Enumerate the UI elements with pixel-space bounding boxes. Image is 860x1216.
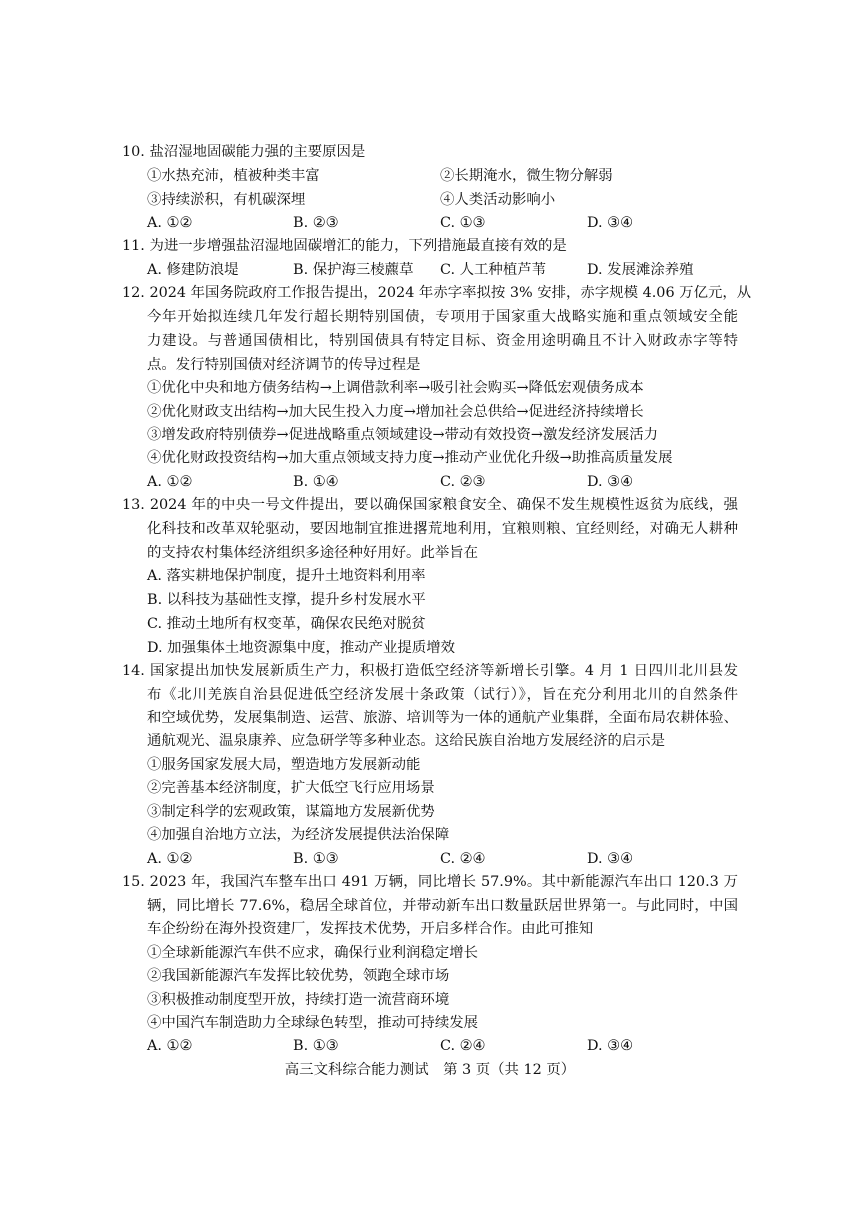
q10-statements-row-1 <box>147 166 747 188</box>
q10-statements-row-2 <box>147 190 747 212</box>
q14-option-b: B. ①③ <box>293 851 339 867</box>
q10-option-b: B. ②③ <box>293 215 339 231</box>
q10-statement-2: ②长期淹水，微生物分解弱 <box>440 168 613 184</box>
q15-stem-line-2: 辆，同比增长 77.6%，稳居全球首位，并带动新车出口数量跃居世界第一。与此同时，中国 <box>147 898 738 914</box>
q12-stem-line-4: 点。发行特别国债对经济调节的传导过程是 <box>147 357 421 373</box>
q13-stem-line-1: 13. 2024 年的中央一号文件提出，要以确保国家粮食安全、确保不发生规模性返贫为底线，强 <box>122 497 738 513</box>
q13-option-c: C. 推动土地所有权变革，确保农民绝对脱贫 <box>147 616 426 632</box>
q15-stem-line-1: 15. 2023 年，我国汽车整车出口 491 万辆，同比增长 57.9%。其中新能源汽车出口 120.3 万 <box>122 874 738 890</box>
q15-statement-1: ①全球新能源汽车供不应求，确保行业利润稳定增长 <box>147 945 478 961</box>
q15-statement-3: ③积极推动制度型开放，持续打造一流营商环境 <box>147 992 450 1008</box>
page-footer: 高三文科综合能力测试 第 3 页（共 12 页） <box>284 1062 576 1078</box>
q14-option-d: D. ③④ <box>587 851 633 867</box>
q12-stem-line-1: 12. 2024 年国务院政府工作报告提出，2024 年赤字率拟按 3% 安排，赤字规模 4.06 万亿元，从 <box>122 285 752 301</box>
q10-option-a: A. ①② <box>147 215 193 231</box>
q12-statement-3: ③增发政府特别债券→促进战略重点领域建设→带动有效投资→激发经济发展活力 <box>147 427 659 443</box>
q14-options <box>147 849 747 871</box>
q12-statement-1: ①优化中央和地方债务结构→上调借款利率→吸引社会购买→降低宏观债务成本 <box>147 380 644 396</box>
q14-option-c: C. ②④ <box>440 851 486 867</box>
q10-options <box>147 213 747 235</box>
q11-option-d: D. 发展滩涂养殖 <box>587 262 694 278</box>
q13-stem-line-3: 的支持农村集体经济组织多途径种好用好。此举旨在 <box>147 545 478 561</box>
q12-option-b: B. ①④ <box>293 474 339 490</box>
q13-option-d: D. 加强集体土地资源集中度，推动产业提质增效 <box>147 640 455 656</box>
q12-stem-line-3: 力建设。与普通国债相比，特别国债具有特定目标、资金用途明确且不计入财政赤字等特 <box>147 333 738 349</box>
q10-stem: 10. 盐沼湿地固碳能力强的主要原因是 <box>122 144 366 160</box>
q13-option-a: A. 落实耕地保护制度，提升土地资料利用率 <box>147 568 426 584</box>
q10-statement-3: ③持续淤积，有机碳深埋 <box>147 192 306 208</box>
q10-statement-1: ①水热充沛，植被种类丰富 <box>147 168 320 184</box>
q12-statement-4: ④优化财政投资结构→加大重点领域支持力度→推动产业优化升级→助推高质量发展 <box>147 450 673 466</box>
q13-stem-line-2: 化科技和改革双轮驱动，要因地制宜推进撂荒地利用，宜粮则粮、宜经则经，对确无人耕种 <box>147 521 738 537</box>
q15-option-d: D. ③④ <box>587 1038 633 1054</box>
q11-options <box>147 260 747 282</box>
q14-stem-line-1: 14. 国家提出加快发展新质生产力，积极打造低空经济等新增长引擎。4 月 1 日四川北川县发 <box>122 663 738 679</box>
q10-option-c: C. ①③ <box>440 215 486 231</box>
q11-option-b: B. 保护海三棱藨草 <box>293 262 414 278</box>
q15-option-c: C. ②④ <box>440 1038 486 1054</box>
q15-statement-4: ④中国汽车制造助力全球绿色转型，推动可持续发展 <box>147 1015 478 1031</box>
q13-option-b: B. 以科技为基础性支撑，提升乡村发展水平 <box>147 592 426 608</box>
q15-stem-line-3: 车企纷纷在海外投资建厂，发挥技术优势，开启多样合作。由此可推知 <box>147 921 594 937</box>
q15-option-a: A. ①② <box>147 1038 193 1054</box>
q14-stem-line-4: 通航观光、温泉康养、应急研学等多种业态。这给民族自治地方发展经济的启示是 <box>147 733 666 749</box>
q14-statement-1: ①服务国家发展大局，塑造地方发展新动能 <box>147 757 421 773</box>
q14-statement-4: ④加强自治地方立法，为经济发展提供法治保障 <box>147 827 450 843</box>
q12-option-d: D. ③④ <box>587 474 633 490</box>
q14-option-a: A. ①② <box>147 851 193 867</box>
q15-options <box>147 1036 747 1058</box>
q12-option-c: C. ②③ <box>440 474 486 490</box>
q14-stem-line-3: 和空域优势，发展集制造、运营、旅游、培训等为一体的通航产业集群，全面布局农耕体验、 <box>147 710 738 726</box>
q12-option-a: A. ①② <box>147 474 193 490</box>
q14-stem-line-2: 布《北川羌族自治县促进低空经济发展十条政策（试行）》，旨在充分利用北川的自然条件 <box>147 687 738 703</box>
q11-option-a: A. 修建防浪堤 <box>147 262 239 278</box>
q12-options <box>147 472 747 494</box>
q12-statement-2: ②优化财政支出结构→加大民生投入力度→增加社会总供给→促进经济持续增长 <box>147 404 644 420</box>
q10-option-d: D. ③④ <box>587 215 633 231</box>
q12-stem-line-2: 今年开始拟连续几年发行超长期特别国债，专项用于国家重大战略实施和重点领域安全能 <box>147 309 738 325</box>
q15-statement-2: ②我国新能源汽车发挥比较优势，领跑全球市场 <box>147 968 450 984</box>
q14-statement-3: ③制定科学的宏观政策，谋篇地方发展新优势 <box>147 804 435 820</box>
q11-option-c: C. 人工种植芦苇 <box>440 262 546 278</box>
q10-statement-4: ④人类活动影响小 <box>440 192 556 208</box>
q11-stem: 11. 为进一步增强盐沼湿地固碳增汇的能力，下列措施最直接有效的是 <box>122 238 567 254</box>
q15-option-b: B. ①③ <box>293 1038 339 1054</box>
q14-statement-2: ②完善基本经济制度，扩大低空飞行应用场景 <box>147 780 435 796</box>
